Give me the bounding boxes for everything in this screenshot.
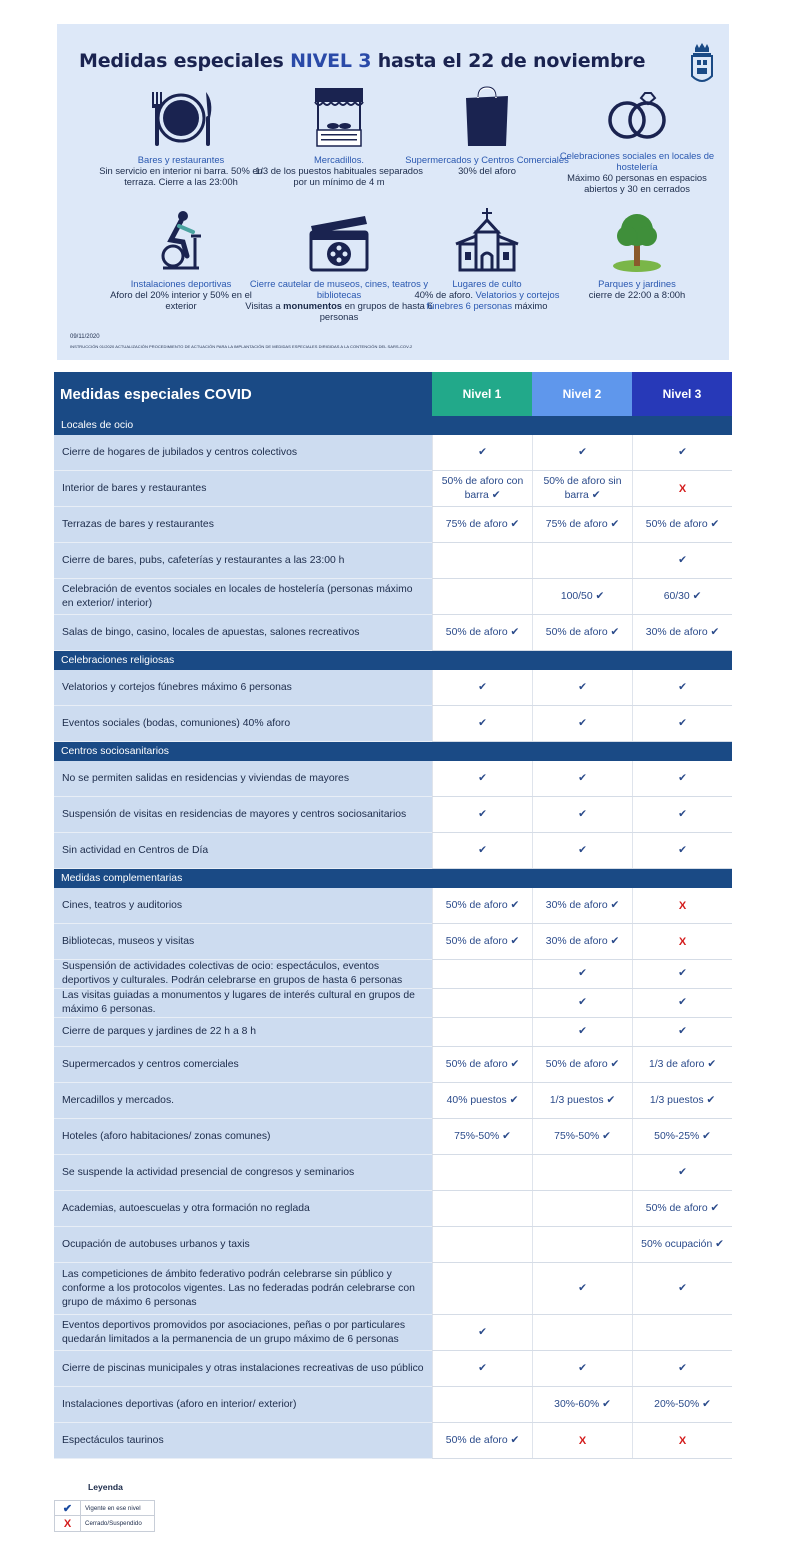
row-label: Se suspende la actividad presencial de congresos y seminarios — [54, 1155, 432, 1191]
cell-nivel-1: 50% de aforo ✔ — [432, 1423, 532, 1458]
row-label: Cines, teatros y auditorios — [54, 888, 432, 924]
cell-nivel-1: ✔ — [432, 706, 532, 741]
row-label: Cierre de bares, pubs, cafeterías y restaurantes a las 23:00 h — [54, 543, 432, 579]
cell-nivel-3 — [632, 1315, 732, 1350]
row-label: Mercadillos y mercados. — [54, 1083, 432, 1119]
card-supermercados-caption: Supermercados y Centros Comerciales — [405, 154, 569, 165]
market-stall-icon — [311, 86, 367, 148]
cell-nivel-1: 50% de aforo ✔ — [432, 924, 532, 959]
table-row — [54, 670, 732, 706]
row-label: Bibliotecas, museos y visitas — [54, 924, 432, 960]
cell-nivel-1 — [432, 543, 532, 578]
card-parques-text: cierre de 22:00 a 8:00h — [588, 289, 686, 300]
cell-nivel-2: 50% de aforo ✔ — [532, 1047, 632, 1082]
cell-nivel-3: 50% de aforo ✔ — [632, 1191, 732, 1226]
banner-date: 09/11/2020 — [70, 334, 100, 340]
cell-nivel-3: X — [632, 1423, 732, 1458]
cell-nivel-3: ✔ — [632, 1263, 732, 1314]
cell-nivel-3: ✔ — [632, 543, 732, 578]
cell-nivel-1 — [432, 1387, 532, 1422]
row-label: Hoteles (aforo habitaciones/ zonas comunes) — [54, 1119, 432, 1155]
table-row — [54, 1227, 732, 1263]
table-row — [54, 1191, 732, 1227]
table-row — [54, 1315, 732, 1351]
cell-nivel-2 — [532, 543, 632, 578]
cell-nivel-2: ✔ — [532, 797, 632, 832]
cell-nivel-1 — [432, 989, 532, 1017]
shopping-bag-icon — [462, 86, 512, 148]
banner-instruction: INSTRUCCIÓN 01/2020 ACTUALIZACIÓN PROCEDIMIENTO DE ACTUACIÓN PARA LA IMPLANTACIÓN DE MEDIDAS ESPECIALES DIRIGIDAS A LA CONTENCIÓN DEL SARS-COV-2 — [70, 344, 413, 349]
table-header-title: Medidas especiales COVID — [54, 372, 432, 416]
cell-nivel-1 — [432, 579, 532, 614]
cell-nivel-2: 50% de aforo ✔ — [532, 615, 632, 650]
table-row — [54, 1351, 732, 1387]
table-row — [54, 1263, 732, 1315]
table-row — [54, 1047, 732, 1083]
banner-title-date: hasta el 22 de noviembre — [377, 50, 646, 72]
card-celebraciones-caption: Celebraciones sociales en locales de hostelería — [559, 150, 715, 172]
cell-nivel-1 — [432, 1018, 532, 1046]
legend-item-label: Vigente en ese nivel — [85, 1504, 141, 1512]
cell-nivel-1 — [432, 960, 532, 988]
cell-nivel-2: ✔ — [532, 670, 632, 705]
cell-nivel-2 — [532, 1155, 632, 1190]
row-label: Terrazas de bares y restaurantes — [54, 507, 432, 543]
table-row — [54, 1387, 732, 1423]
card-cierre-text-bold: monumentos — [283, 300, 343, 311]
card-culto-text-a: 40% de aforo. — [414, 289, 476, 300]
cell-nivel-1 — [432, 1155, 532, 1190]
cell-nivel-3: 50% ocupación ✔ — [632, 1227, 732, 1262]
table-row — [54, 1155, 732, 1191]
table-row — [54, 924, 732, 960]
table-row — [54, 579, 732, 615]
cell-nivel-3: ✔ — [632, 435, 732, 470]
card-bares — [97, 86, 265, 187]
table-row — [54, 1083, 732, 1119]
cell-nivel-1: ✔ — [432, 797, 532, 832]
cell-nivel-1 — [432, 1227, 532, 1262]
castilla-la-mancha-emblem-icon — [689, 42, 715, 86]
cell-nivel-2 — [532, 1315, 632, 1350]
row-label: Supermercados y centros comerciales — [54, 1047, 432, 1083]
cell-nivel-3: 1/3 de aforo ✔ — [632, 1047, 732, 1082]
cell-nivel-3: ✔ — [632, 761, 732, 796]
card-parques — [553, 210, 721, 300]
cell-nivel-2 — [532, 1191, 632, 1226]
cell-nivel-2 — [532, 1227, 632, 1262]
cell-nivel-3: ✔ — [632, 833, 732, 868]
table-row — [54, 1018, 732, 1047]
card-parques-caption: Parques y jardines — [598, 278, 676, 289]
header-nivel-2: Nivel 2 — [532, 372, 632, 416]
card-cierre-cautelar-caption: Cierre cautelar de museos, cines, teatros y bibliotecas — [249, 278, 429, 300]
cross-icon: X — [55, 1516, 81, 1531]
card-culto-text-cap: Velatorios y cortejos fúnebres 6 personas — [426, 289, 560, 311]
table-body — [54, 416, 732, 1459]
cell-nivel-3: 1/3 puestos ✔ — [632, 1083, 732, 1118]
table-row — [54, 797, 732, 833]
cell-nivel-2: 30% de aforo ✔ — [532, 888, 632, 923]
cell-nivel-3: ✔ — [632, 960, 732, 988]
cell-nivel-3: ✔ — [632, 989, 732, 1017]
legend — [54, 1482, 155, 1532]
cell-nivel-2: ✔ — [532, 1018, 632, 1046]
cell-nivel-2: ✔ — [532, 761, 632, 796]
cell-nivel-2: ✔ — [532, 1263, 632, 1314]
table-row — [54, 1119, 732, 1155]
plate-cutlery-icon — [146, 88, 216, 148]
row-label: Cierre de piscinas municipales y otras instalaciones recreativas de uso público — [54, 1351, 432, 1387]
cell-nivel-1: 75% de aforo ✔ — [432, 507, 532, 542]
cell-nivel-1: ✔ — [432, 435, 532, 470]
cell-nivel-3: 50%-25% ✔ — [632, 1119, 732, 1154]
checkmark-icon: ✔ — [55, 1501, 81, 1515]
cell-nivel-3: X — [632, 471, 732, 506]
cyclist-icon — [153, 210, 209, 272]
card-bares-text: Sin servicio en interior ni barra. 50% en terraza. Cierre a las 23:00h — [99, 165, 263, 187]
cell-nivel-3: 60/30 ✔ — [632, 579, 732, 614]
church-icon — [452, 208, 522, 272]
row-label: No se permiten salidas en residencias y viviendas de mayores — [54, 761, 432, 797]
tree-icon — [607, 210, 667, 272]
table-row — [54, 761, 732, 797]
card-mercadillos — [255, 86, 423, 187]
card-cierre-text-b: en grupos de hasta 6 personas — [319, 300, 433, 322]
card-mercadillos-caption: Mercadillos. — [313, 154, 364, 165]
card-culto-text-b: máximo — [512, 300, 548, 311]
header-nivel-1: Nivel 1 — [432, 372, 532, 416]
row-label: Interior de bares y restaurantes — [54, 471, 432, 507]
cell-nivel-1: 50% de aforo ✔ — [432, 888, 532, 923]
row-label: Eventos sociales (bodas, comuniones) 40% aforo — [54, 706, 432, 742]
card-instalaciones-text: Aforo del 20% interior y 50% en el exterior — [110, 289, 252, 311]
card-supermercados-text: 30% del aforo — [458, 165, 516, 176]
cell-nivel-2: ✔ — [532, 435, 632, 470]
cell-nivel-2: 75% de aforo ✔ — [532, 507, 632, 542]
row-label: Espectáculos taurinos — [54, 1423, 432, 1459]
row-label: Sin actividad en Centros de Día — [54, 833, 432, 869]
table-header — [54, 372, 732, 416]
cell-nivel-3: ✔ — [632, 797, 732, 832]
cell-nivel-1: ✔ — [432, 761, 532, 796]
cell-nivel-1: 50% de aforo ✔ — [432, 1047, 532, 1082]
row-label: Instalaciones deportivas (aforo en interior/ exterior) — [54, 1387, 432, 1423]
cell-nivel-3: ✔ — [632, 1018, 732, 1046]
banner-title-text: Medidas especiales — [79, 50, 284, 72]
table-row — [54, 706, 732, 742]
cell-nivel-3: 50% de aforo ✔ — [632, 507, 732, 542]
legend-item-vigente — [54, 1500, 155, 1516]
cell-nivel-2: 75%-50% ✔ — [532, 1119, 632, 1154]
card-lugares-culto-caption: Lugares de culto — [452, 278, 522, 289]
row-label: Las visitas guiadas a monumentos y lugares de interés cultural en grupos de máximo 6 personas. — [54, 989, 432, 1018]
cell-nivel-2: 50% de aforo sin barra ✔ — [532, 471, 632, 506]
cell-nivel-3: 30% de aforo ✔ — [632, 615, 732, 650]
row-label: Velatorios y cortejos fúnebres máximo 6 personas — [54, 670, 432, 706]
row-label: Eventos deportivos promovidos por asociaciones, peñas o por particulares quedarán limitados a la permanencia de un grupo máximo de 6 personas — [54, 1315, 432, 1351]
card-cierre-text-a: Visitas a — [245, 300, 284, 311]
cell-nivel-1: ✔ — [432, 833, 532, 868]
row-label: Celebración de eventos sociales en locales de hostelería (personas máximo en exterior/ interior) — [54, 579, 432, 615]
table-row — [54, 435, 732, 471]
cell-nivel-1: 75%-50% ✔ — [432, 1119, 532, 1154]
row-label: Ocupación de autobuses urbanos y taxis — [54, 1227, 432, 1263]
table-row — [54, 507, 732, 543]
wedding-rings-icon — [602, 88, 672, 144]
cell-nivel-3: X — [632, 924, 732, 959]
row-label: Cierre de parques y jardines de 22 h a 8 h — [54, 1018, 432, 1047]
cell-nivel-3: ✔ — [632, 1155, 732, 1190]
card-instalaciones-caption: Instalaciones deportivas — [130, 278, 232, 289]
cell-nivel-2: ✔ — [532, 833, 632, 868]
table-row — [54, 888, 732, 924]
section-header: Locales de ocio — [54, 416, 732, 435]
cell-nivel-3: ✔ — [632, 1351, 732, 1386]
table-row — [54, 833, 732, 869]
row-label: Suspensión de actividades colectivas de ocio: espectáculos, eventos deportivos y culturales. Podrán celebrarse en grupos de hasta 6 personas — [54, 960, 432, 989]
table-row — [54, 543, 732, 579]
row-label: Cierre de hogares de jubilados y centros colectivos — [54, 435, 432, 471]
card-bares-caption: Bares y restaurantes — [137, 154, 225, 165]
card-mercadillos-text: 1/3 de los puestos habituales separados por un mínimo de 4 m — [255, 165, 423, 187]
cell-nivel-2: 100/50 ✔ — [532, 579, 632, 614]
banner-title — [79, 50, 645, 72]
header-nivel-3: Nivel 3 — [632, 372, 732, 416]
cell-nivel-1: ✔ — [432, 1351, 532, 1386]
covid-measures-table — [54, 372, 732, 1459]
row-label: Academias, autoescuelas y otra formación no reglada — [54, 1191, 432, 1227]
row-label: Las competiciones de ámbito federativo podrán celebrarse sin público y conforme a los protocolos vigentes. Las no federadas podrán celebrarse con grupo de máximo 6 personas — [54, 1263, 432, 1315]
cell-nivel-2: 30% de aforo ✔ — [532, 924, 632, 959]
table-row — [54, 989, 732, 1018]
section-header: Celebraciones religiosas — [54, 651, 732, 670]
section-header: Medidas complementarias — [54, 869, 732, 888]
table-row — [54, 960, 732, 989]
cell-nivel-1: 50% de aforo con barra ✔ — [432, 471, 532, 506]
cell-nivel-1: ✔ — [432, 1315, 532, 1350]
cell-nivel-2: ✔ — [532, 706, 632, 741]
cell-nivel-3: 20%-50% ✔ — [632, 1387, 732, 1422]
cell-nivel-2: 30%-60% ✔ — [532, 1387, 632, 1422]
row-label: Salas de bingo, casino, locales de apuestas, salones recreativos — [54, 615, 432, 651]
table-row — [54, 1423, 732, 1459]
cell-nivel-2: ✔ — [532, 989, 632, 1017]
cell-nivel-2: X — [532, 1423, 632, 1458]
cell-nivel-1: 40% puestos ✔ — [432, 1083, 532, 1118]
table-row — [54, 471, 732, 507]
cell-nivel-1: ✔ — [432, 670, 532, 705]
clapperboard-icon — [307, 210, 371, 272]
legend-item-cerrado — [54, 1516, 155, 1532]
card-supermercados — [403, 86, 571, 176]
section-header: Centros sociosanitarios — [54, 742, 732, 761]
card-lugares-culto-text — [403, 289, 571, 311]
cell-nivel-1 — [432, 1191, 532, 1226]
cell-nivel-3: ✔ — [632, 670, 732, 705]
card-instalaciones — [97, 210, 265, 311]
cell-nivel-2: 1/3 puestos ✔ — [532, 1083, 632, 1118]
cell-nivel-3: X — [632, 888, 732, 923]
legend-item-label: Cerrado/Suspendido — [85, 1520, 142, 1527]
card-lugares-culto — [403, 210, 571, 311]
table-row — [54, 615, 732, 651]
banner-title-level: NIVEL 3 — [290, 50, 372, 72]
cell-nivel-1 — [432, 1263, 532, 1314]
cell-nivel-3: ✔ — [632, 706, 732, 741]
cell-nivel-2: ✔ — [532, 960, 632, 988]
cell-nivel-2: ✔ — [532, 1351, 632, 1386]
row-label: Suspensión de visitas en residencias de mayores y centros sociosanitarios — [54, 797, 432, 833]
legend-title: Leyenda — [88, 1482, 123, 1492]
card-celebraciones-text: Máximo 60 personas en espacios abiertos y 30 en cerrados — [567, 172, 707, 194]
cell-nivel-1: 50% de aforo ✔ — [432, 615, 532, 650]
info-banner — [57, 24, 729, 360]
card-celebraciones — [553, 86, 721, 194]
